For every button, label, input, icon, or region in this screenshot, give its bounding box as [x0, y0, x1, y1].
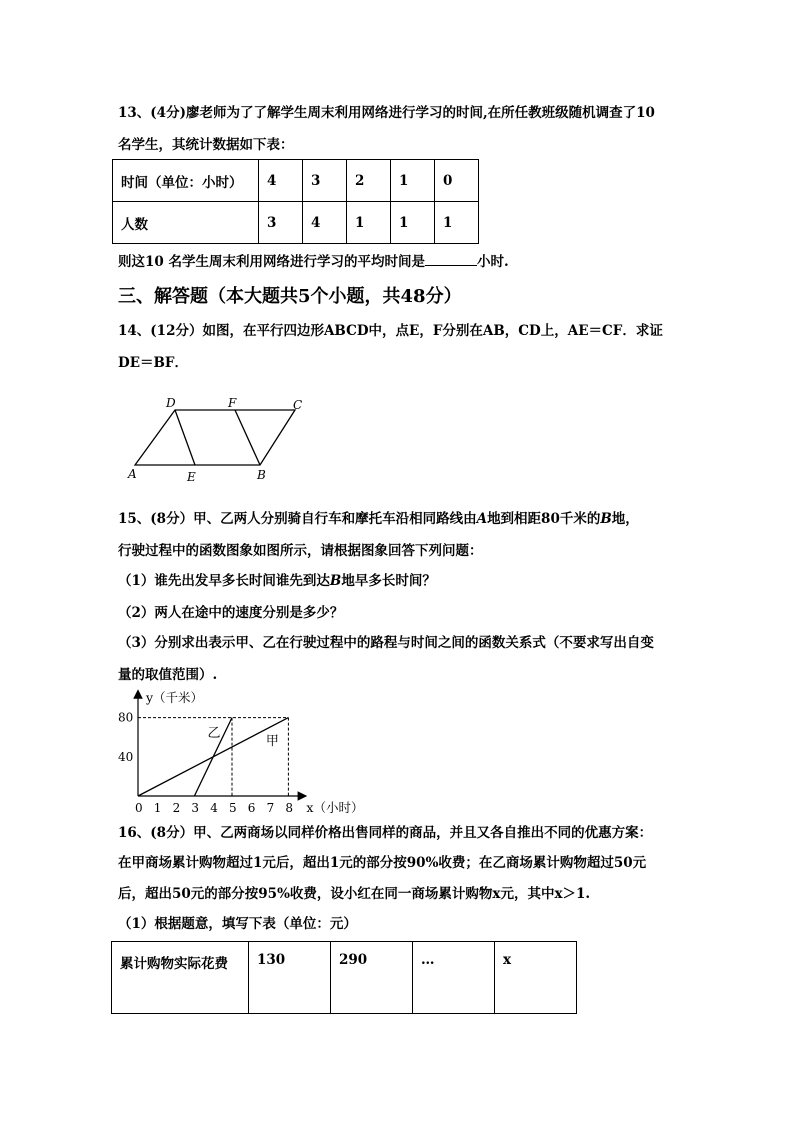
table-cell: 1: [391, 202, 435, 244]
label-b: B: [257, 468, 266, 482]
q14-line1: 14、(12分）如图，在平行四边形ABCD中，点E，F分别在AB，CD上，AE＝CF．求证: [118, 323, 663, 339]
q15-sub3-line2: 量的取值范围）.: [118, 667, 218, 683]
table-cell: 4: [303, 202, 347, 244]
table-cell: 2: [347, 160, 391, 202]
table-cell: 0: [435, 160, 479, 202]
series-label: 乙: [207, 726, 221, 742]
x-tick-label: 0: [135, 801, 143, 815]
q13-line1: 13、(4分)廖老师为了了解学生周末利用网络进行学习的时间,在所任教班级随机调查了10: [118, 105, 655, 121]
q15-sub1-text: （1）谁先出发早多长时间谁先到达: [118, 573, 330, 589]
x-tick-label: 8: [285, 801, 294, 815]
q13-table: [112, 159, 479, 244]
point-a-label: A: [476, 511, 488, 527]
tick-labels: [118, 711, 293, 815]
answer-blank: [425, 251, 477, 266]
distance-time-chart: [110, 688, 390, 820]
parallelogram-abcd: [135, 410, 295, 465]
x-tick-label: 6: [247, 801, 256, 815]
table-row: [112, 942, 577, 1014]
series-lines: [138, 718, 288, 796]
table-cell: 3: [259, 202, 303, 244]
table-cell: 累计购物实际花费: [112, 942, 249, 1014]
y-tick-label: 40: [118, 749, 134, 764]
q16-line2: 在甲商场累计购物超过1元后，超出1元的部分按90%收费；在乙商场累计购物超过50元: [118, 855, 647, 871]
q16-sub1: （1）根据题意，填写下表（单位：元）: [118, 916, 357, 932]
q13-answer-line: [118, 251, 509, 272]
label-a: A: [128, 467, 137, 481]
q15-line1: [118, 509, 639, 529]
table-cell: 3: [303, 160, 347, 202]
section-heading: 三、解答题（本大题共5个小题，共48分）: [118, 286, 462, 307]
y-tick-label: 80: [118, 710, 134, 725]
q14-line2: DE＝BF．: [118, 355, 188, 371]
table-cell: x: [495, 942, 577, 1014]
q15-line1-text: 地到相距80千米的: [487, 511, 601, 527]
table-cell: 1: [347, 202, 391, 244]
label-d: D: [166, 396, 176, 410]
table-cell: 时间（单位：小时）: [113, 160, 259, 202]
y-axis-label: y（千米）: [146, 690, 204, 705]
table-row: [113, 202, 479, 244]
series-label: 甲: [265, 734, 279, 750]
label-c: C: [293, 398, 303, 412]
point-b-label: B: [329, 573, 342, 589]
segment-de: [175, 410, 195, 465]
q13-answer-prefix: 则这10 名学生周末利用网络进行学习的平均时间是: [118, 254, 425, 270]
q15-line1-text: 15、(8分）甲、乙两人分别骑自行车和摩托车沿相同路线由: [118, 511, 477, 527]
q15-sub2: （2）两人在途中的速度分别是多少？: [118, 605, 344, 621]
q15-line1-text: 地，: [611, 511, 639, 527]
q15-line2: 行驶过程中的函数图象如图所示，请根据图象回答下列问题：: [118, 543, 483, 559]
label-f: F: [228, 396, 237, 410]
q13-answer-suffix: 小时.: [477, 254, 509, 270]
q16-line3: 后，超出50元的部分按95%收费，设小红在同一商场累计购物x元，其中x＞1.: [118, 886, 591, 902]
x-axis-label: x（小时）: [306, 800, 364, 815]
table-cell: 1: [435, 202, 479, 244]
table-cell: …: [413, 942, 495, 1014]
label-e: E: [187, 470, 196, 484]
q16-table: [111, 941, 577, 1014]
segment-bf: [235, 410, 260, 465]
x-tick-label: 4: [210, 801, 218, 815]
x-tick-label: 5: [229, 801, 237, 815]
table-cell: 130: [249, 942, 331, 1014]
q15-sub1: [118, 571, 436, 591]
table-cell: 1: [391, 160, 435, 202]
table-cell: 4: [259, 160, 303, 202]
table-cell: 290: [331, 942, 413, 1014]
x-tick-label: 3: [191, 801, 200, 815]
x-tick-label: 2: [172, 801, 181, 815]
point-b-label: B: [600, 511, 612, 527]
parallelogram-figure: [120, 390, 320, 490]
table-cell: 人数: [113, 202, 259, 244]
table-row: [113, 160, 479, 202]
q15-sub1-text: 地早多长时间？: [341, 573, 436, 589]
q13-line2: 名学生，其统计数据如下表：: [118, 137, 294, 153]
q15-sub3-line1: （3）分别求出表示甲、乙在行驶过程中的路程与时间之间的函数关系式（不要求写出自变: [118, 635, 654, 651]
q16-line1: 16、(8分）甲、乙两商场以同样价格出售同样的商品，并且又各自推出不同的优惠方案：: [118, 825, 653, 841]
x-tick-label: 1: [153, 801, 162, 815]
x-tick-label: 7: [266, 801, 275, 815]
